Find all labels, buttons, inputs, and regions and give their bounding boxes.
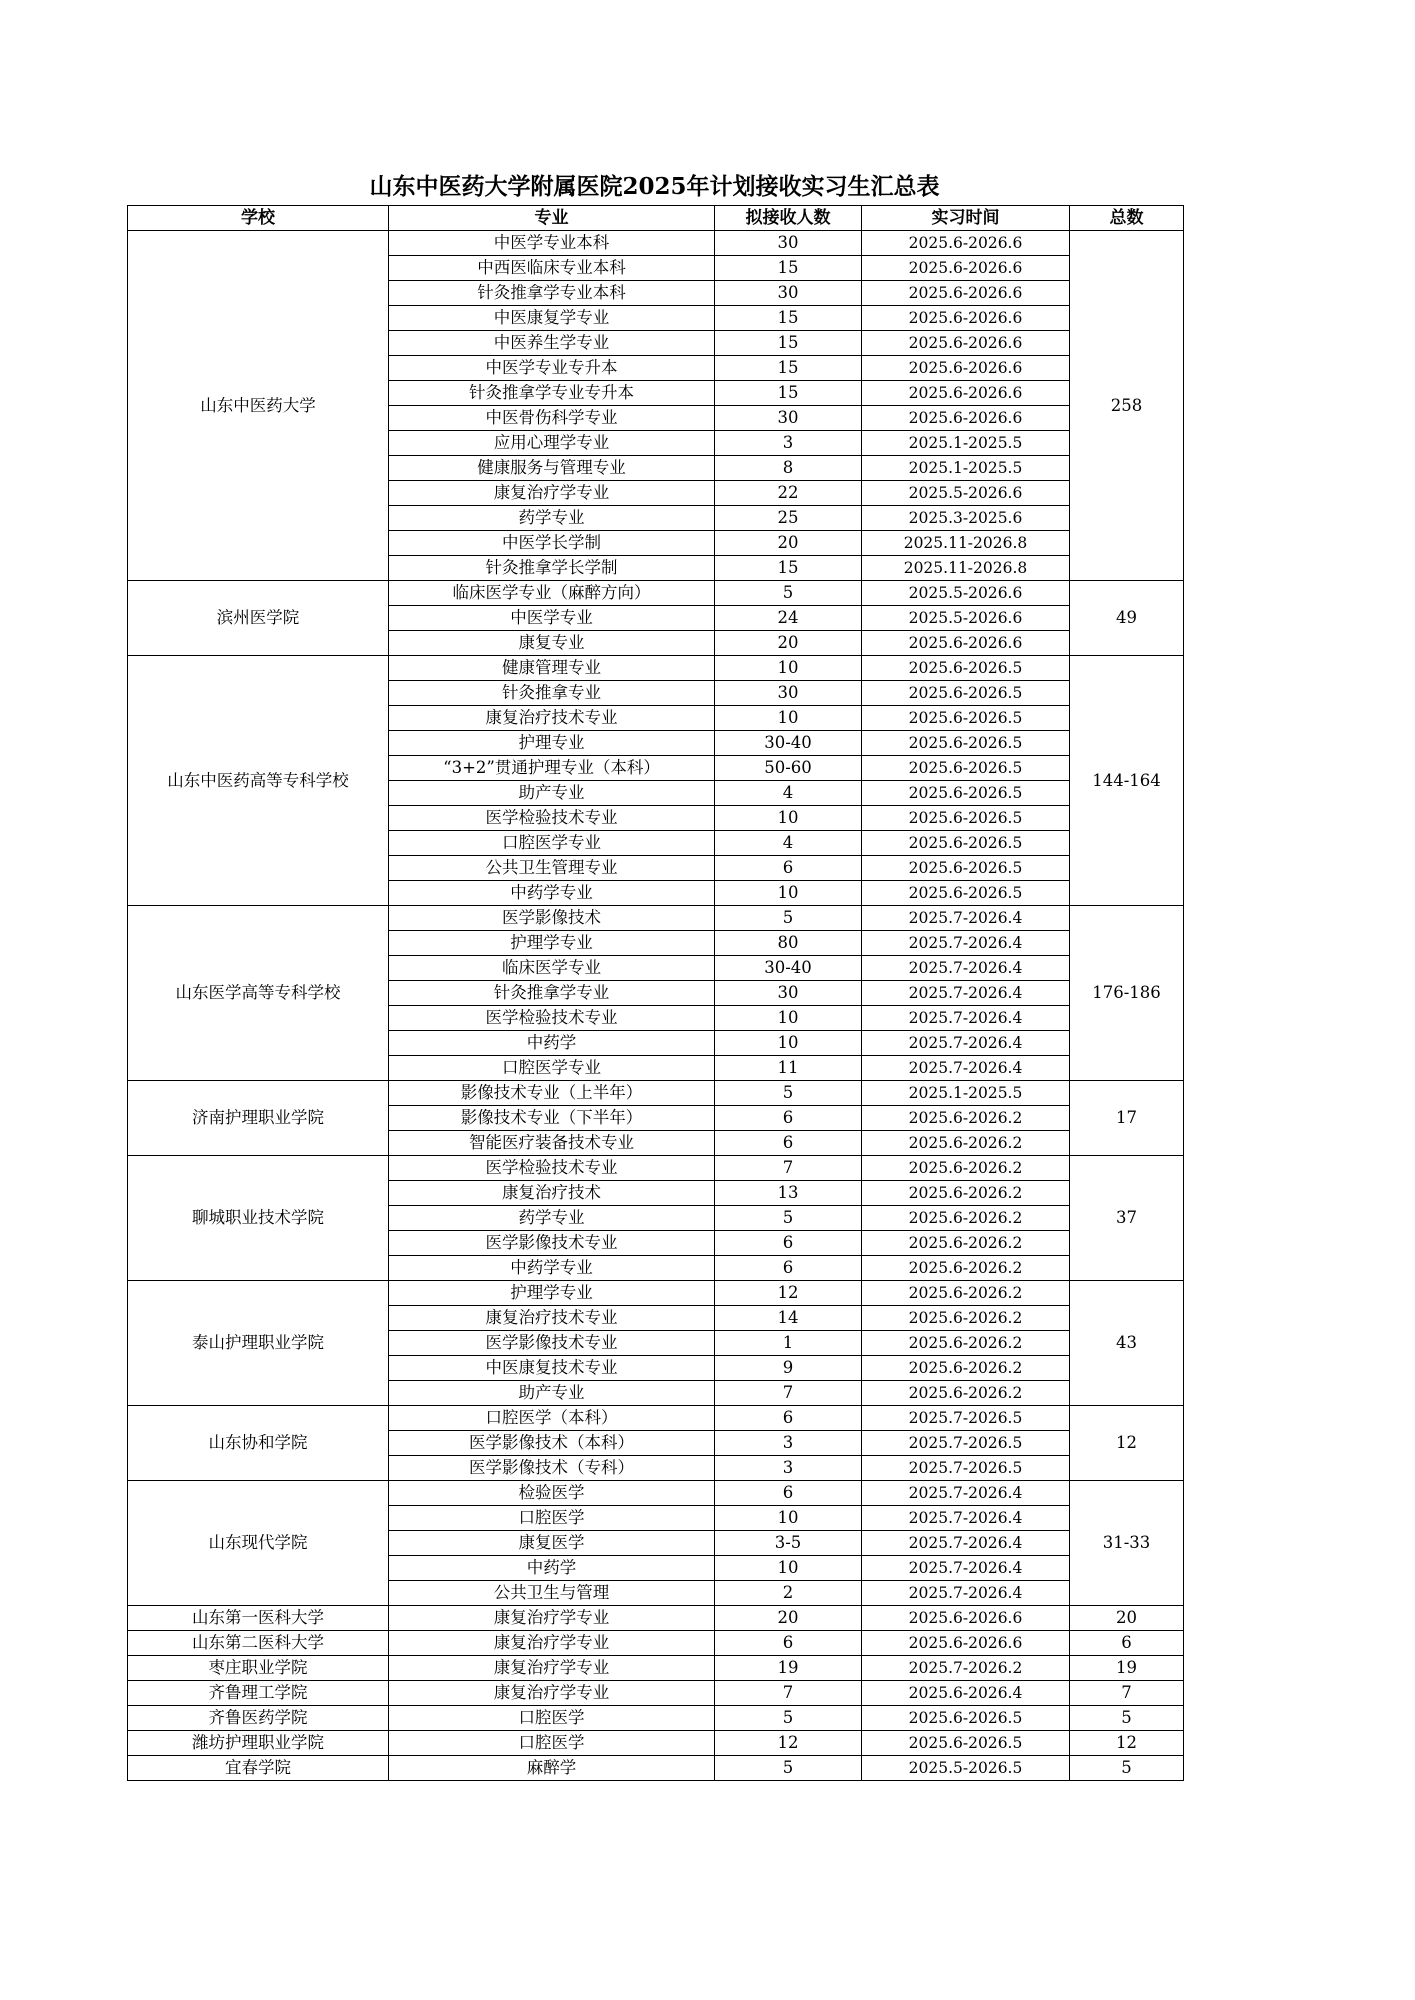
- major-cell: 健康管理专业: [389, 656, 715, 681]
- table-row: [128, 1656, 1184, 1681]
- major-cell: 麻醉学: [389, 1756, 715, 1781]
- planned-count-cell: 5: [715, 1206, 862, 1231]
- internship-period-cell: 2025.5-2026.6: [862, 481, 1070, 506]
- major-cell: 康复治疗学专业: [389, 1631, 715, 1656]
- table-row: [128, 1756, 1184, 1781]
- planned-count-cell: 6: [715, 1256, 862, 1281]
- planned-count-cell: 14: [715, 1306, 862, 1331]
- planned-count-cell: 7: [715, 1156, 862, 1181]
- planned-count-cell: 30: [715, 231, 862, 256]
- internship-period-cell: 2025.6-2026.5: [862, 731, 1070, 756]
- internship-period-cell: 2025.7-2026.4: [862, 1556, 1070, 1581]
- major-cell: 中医学长学制: [389, 531, 715, 556]
- planned-count-cell: 15: [715, 381, 862, 406]
- major-cell: 护理学专业: [389, 1281, 715, 1306]
- table-row: [128, 231, 1184, 256]
- major-cell: 医学检验技术专业: [389, 1156, 715, 1181]
- school-total-cell: 12: [1070, 1406, 1184, 1481]
- planned-count-cell: 11: [715, 1056, 862, 1081]
- planned-count-cell: 2: [715, 1581, 862, 1606]
- major-cell: 针灸推拿学专业: [389, 981, 715, 1006]
- internship-period-cell: 2025.6-2026.6: [862, 406, 1070, 431]
- internship-period-cell: 2025.7-2026.4: [862, 1481, 1070, 1506]
- internship-period-cell: 2025.7-2026.4: [862, 1031, 1070, 1056]
- planned-count-cell: 10: [715, 1031, 862, 1056]
- internship-period-cell: 2025.6-2026.2: [862, 1256, 1070, 1281]
- internship-period-cell: 2025.6-2026.5: [862, 706, 1070, 731]
- major-cell: 中医康复学专业: [389, 306, 715, 331]
- major-cell: 助产专业: [389, 1381, 715, 1406]
- major-cell: 药学专业: [389, 1206, 715, 1231]
- internship-period-cell: 2025.1-2025.5: [862, 431, 1070, 456]
- internship-period-cell: 2025.6-2026.6: [862, 356, 1070, 381]
- internship-period-cell: 2025.7-2026.4: [862, 1531, 1070, 1556]
- planned-count-cell: 6: [715, 1106, 862, 1131]
- internship-period-cell: 2025.7-2026.4: [862, 1581, 1070, 1606]
- school-total-cell: 49: [1070, 581, 1184, 656]
- planned-count-cell: 10: [715, 1506, 862, 1531]
- planned-count-cell: 3: [715, 431, 862, 456]
- internship-period-cell: 2025.6-2026.6: [862, 631, 1070, 656]
- planned-count-cell: 15: [715, 356, 862, 381]
- planned-count-cell: 5: [715, 1706, 862, 1731]
- table-row: [128, 906, 1184, 931]
- major-cell: 针灸推拿专业: [389, 681, 715, 706]
- major-cell: 中医康复技术专业: [389, 1356, 715, 1381]
- planned-count-cell: 22: [715, 481, 862, 506]
- internship-period-cell: 2025.6-2026.5: [862, 806, 1070, 831]
- school-name-cell: 山东协和学院: [128, 1406, 389, 1481]
- header-school: 学校: [128, 206, 389, 231]
- internship-period-cell: 2025.6-2026.2: [862, 1156, 1070, 1181]
- major-cell: 中药学: [389, 1556, 715, 1581]
- major-cell: 口腔医学: [389, 1506, 715, 1531]
- planned-count-cell: 20: [715, 1606, 862, 1631]
- internship-period-cell: 2025.6-2026.6: [862, 231, 1070, 256]
- internship-period-cell: 2025.11-2026.8: [862, 531, 1070, 556]
- table-row: [128, 1406, 1184, 1431]
- planned-count-cell: 6: [715, 1131, 862, 1156]
- school-total-cell: 144-164: [1070, 656, 1184, 906]
- major-cell: 康复治疗学专业: [389, 1606, 715, 1631]
- planned-count-cell: 15: [715, 306, 862, 331]
- school-name-cell: 枣庄职业学院: [128, 1656, 389, 1681]
- school-name-cell: 山东第二医科大学: [128, 1631, 389, 1656]
- intern-plan-table: [127, 205, 1184, 1781]
- internship-period-cell: 2025.6-2026.2: [862, 1356, 1070, 1381]
- planned-count-cell: 15: [715, 256, 862, 281]
- major-cell: 护理专业: [389, 731, 715, 756]
- major-cell: 康复专业: [389, 631, 715, 656]
- planned-count-cell: 30: [715, 681, 862, 706]
- planned-count-cell: 6: [715, 1481, 862, 1506]
- major-cell: 针灸推拿学长学制: [389, 556, 715, 581]
- header-major: 专业: [389, 206, 715, 231]
- major-cell: 康复治疗技术专业: [389, 1306, 715, 1331]
- planned-count-cell: 10: [715, 1006, 862, 1031]
- major-cell: 检验医学: [389, 1481, 715, 1506]
- planned-count-cell: 5: [715, 1756, 862, 1781]
- school-total-cell: 43: [1070, 1281, 1184, 1406]
- school-name-cell: 宜春学院: [128, 1756, 389, 1781]
- school-name-cell: 山东现代学院: [128, 1481, 389, 1606]
- planned-count-cell: 30: [715, 406, 862, 431]
- school-name-cell: 齐鲁医药学院: [128, 1706, 389, 1731]
- internship-period-cell: 2025.7-2026.4: [862, 981, 1070, 1006]
- major-cell: 医学影像技术专业: [389, 1231, 715, 1256]
- internship-period-cell: 2025.6-2026.6: [862, 306, 1070, 331]
- major-cell: 影像技术专业（上半年）: [389, 1081, 715, 1106]
- table-row: [128, 1481, 1184, 1506]
- internship-period-cell: 2025.6-2026.5: [862, 656, 1070, 681]
- table-row: [128, 1081, 1184, 1106]
- internship-period-cell: 2025.6-2026.5: [862, 1706, 1070, 1731]
- planned-count-cell: 30: [715, 981, 862, 1006]
- internship-period-cell: 2025.6-2026.6: [862, 331, 1070, 356]
- internship-period-cell: 2025.5-2026.5: [862, 1756, 1070, 1781]
- major-cell: 医学影像技术专业: [389, 1331, 715, 1356]
- table-body: [128, 231, 1184, 1781]
- internship-period-cell: 2025.6-2026.5: [862, 881, 1070, 906]
- major-cell: “3+2”贯通护理专业（本科）: [389, 756, 715, 781]
- internship-period-cell: 2025.6-2026.2: [862, 1106, 1070, 1131]
- school-total-cell: 258: [1070, 231, 1184, 581]
- major-cell: 医学影像技术（本科）: [389, 1431, 715, 1456]
- school-name-cell: 泰山护理职业学院: [128, 1281, 389, 1406]
- major-cell: 中医骨伤科学专业: [389, 406, 715, 431]
- school-name-cell: 滨州医学院: [128, 581, 389, 656]
- internship-period-cell: 2025.7-2026.2: [862, 1656, 1070, 1681]
- table-row: [128, 1731, 1184, 1756]
- planned-count-cell: 12: [715, 1731, 862, 1756]
- school-total-cell: 19: [1070, 1656, 1184, 1681]
- major-cell: 临床医学专业: [389, 956, 715, 981]
- internship-period-cell: 2025.6-2026.6: [862, 256, 1070, 281]
- internship-period-cell: 2025.6-2026.2: [862, 1281, 1070, 1306]
- school-total-cell: 17: [1070, 1081, 1184, 1156]
- major-cell: 医学检验技术专业: [389, 806, 715, 831]
- internship-period-cell: 2025.7-2026.4: [862, 1006, 1070, 1031]
- internship-period-cell: 2025.6-2026.5: [862, 681, 1070, 706]
- major-cell: 中西医临床专业本科: [389, 256, 715, 281]
- table-row: [128, 1156, 1184, 1181]
- school-name-cell: 聊城职业技术学院: [128, 1156, 389, 1281]
- school-name-cell: 山东中医药高等专科学校: [128, 656, 389, 906]
- planned-count-cell: 15: [715, 556, 862, 581]
- internship-period-cell: 2025.6-2026.6: [862, 1631, 1070, 1656]
- document-title: 山东中医药大学附属医院2025年计划接收实习生汇总表: [369, 173, 940, 200]
- major-cell: 中医学专业本科: [389, 231, 715, 256]
- planned-count-cell: 15: [715, 331, 862, 356]
- planned-count-cell: 6: [715, 856, 862, 881]
- planned-count-cell: 80: [715, 931, 862, 956]
- internship-period-cell: 2025.6-2026.6: [862, 281, 1070, 306]
- internship-period-cell: 2025.6-2026.2: [862, 1306, 1070, 1331]
- major-cell: 针灸推拿学专业本科: [389, 281, 715, 306]
- planned-count-cell: 30-40: [715, 731, 862, 756]
- internship-period-cell: 2025.7-2026.5: [862, 1406, 1070, 1431]
- table-row: [128, 1706, 1184, 1731]
- planned-count-cell: 5: [715, 906, 862, 931]
- planned-count-cell: 7: [715, 1681, 862, 1706]
- planned-count-cell: 4: [715, 831, 862, 856]
- major-cell: 中药学专业: [389, 881, 715, 906]
- header-planned-count: 拟接收人数: [715, 206, 862, 231]
- major-cell: 康复治疗技术专业: [389, 706, 715, 731]
- major-cell: 医学影像技术（专科）: [389, 1456, 715, 1481]
- header-total: 总数: [1070, 206, 1184, 231]
- internship-period-cell: 2025.5-2026.6: [862, 581, 1070, 606]
- school-total-cell: 12: [1070, 1731, 1184, 1756]
- major-cell: 康复治疗学专业: [389, 1656, 715, 1681]
- planned-count-cell: 9: [715, 1356, 862, 1381]
- major-cell: 助产专业: [389, 781, 715, 806]
- school-total-cell: 6: [1070, 1631, 1184, 1656]
- school-name-cell: 齐鲁理工学院: [128, 1681, 389, 1706]
- major-cell: 医学检验技术专业: [389, 1006, 715, 1031]
- internship-period-cell: 2025.7-2026.4: [862, 931, 1070, 956]
- planned-count-cell: 5: [715, 581, 862, 606]
- planned-count-cell: 10: [715, 656, 862, 681]
- major-cell: 中药学专业: [389, 1256, 715, 1281]
- school-name-cell: 济南护理职业学院: [128, 1081, 389, 1156]
- internship-period-cell: 2025.6-2026.2: [862, 1181, 1070, 1206]
- planned-count-cell: 24: [715, 606, 862, 631]
- planned-count-cell: 10: [715, 706, 862, 731]
- internship-period-cell: 2025.6-2026.2: [862, 1331, 1070, 1356]
- internship-period-cell: 2025.6-2026.2: [862, 1206, 1070, 1231]
- internship-period-cell: 2025.6-2026.2: [862, 1231, 1070, 1256]
- major-cell: 康复治疗学专业: [389, 481, 715, 506]
- school-total-cell: 20: [1070, 1606, 1184, 1631]
- planned-count-cell: 7: [715, 1381, 862, 1406]
- planned-count-cell: 4: [715, 781, 862, 806]
- major-cell: 公共卫生管理专业: [389, 856, 715, 881]
- table-row: [128, 1681, 1184, 1706]
- major-cell: 中医学专业专升本: [389, 356, 715, 381]
- planned-count-cell: 30-40: [715, 956, 862, 981]
- planned-count-cell: 10: [715, 806, 862, 831]
- major-cell: 康复治疗学专业: [389, 1681, 715, 1706]
- planned-count-cell: 20: [715, 631, 862, 656]
- internship-period-cell: 2025.3-2025.6: [862, 506, 1070, 531]
- major-cell: 口腔医学专业: [389, 831, 715, 856]
- school-name-cell: 山东第一医科大学: [128, 1606, 389, 1631]
- planned-count-cell: 6: [715, 1231, 862, 1256]
- planned-count-cell: 8: [715, 456, 862, 481]
- internship-period-cell: 2025.7-2026.4: [862, 906, 1070, 931]
- major-cell: 医学影像技术: [389, 906, 715, 931]
- internship-period-cell: 2025.7-2026.4: [862, 956, 1070, 981]
- internship-period-cell: 2025.6-2026.6: [862, 1606, 1070, 1631]
- internship-period-cell: 2025.1-2025.5: [862, 1081, 1070, 1106]
- school-total-cell: 37: [1070, 1156, 1184, 1281]
- table-row: [128, 656, 1184, 681]
- internship-period-cell: 2025.6-2026.2: [862, 1131, 1070, 1156]
- planned-count-cell: 20: [715, 531, 862, 556]
- planned-count-cell: 13: [715, 1181, 862, 1206]
- school-total-cell: 5: [1070, 1706, 1184, 1731]
- school-name-cell: 山东中医药大学: [128, 231, 389, 581]
- internship-period-cell: 2025.6-2026.6: [862, 381, 1070, 406]
- major-cell: 影像技术专业（下半年）: [389, 1106, 715, 1131]
- planned-count-cell: 6: [715, 1406, 862, 1431]
- major-cell: 中医养生学专业: [389, 331, 715, 356]
- major-cell: 口腔医学: [389, 1706, 715, 1731]
- major-cell: 康复医学: [389, 1531, 715, 1556]
- major-cell: 公共卫生与管理: [389, 1581, 715, 1606]
- major-cell: 应用心理学专业: [389, 431, 715, 456]
- major-cell: 护理学专业: [389, 931, 715, 956]
- major-cell: 口腔医学: [389, 1731, 715, 1756]
- planned-count-cell: 3: [715, 1431, 862, 1456]
- school-total-cell: 5: [1070, 1756, 1184, 1781]
- planned-count-cell: 30: [715, 281, 862, 306]
- major-cell: 康复治疗技术: [389, 1181, 715, 1206]
- table-row: [128, 1631, 1184, 1656]
- planned-count-cell: 10: [715, 881, 862, 906]
- internship-period-cell: 2025.5-2026.6: [862, 606, 1070, 631]
- major-cell: 智能医疗装备技术专业: [389, 1131, 715, 1156]
- planned-count-cell: 3: [715, 1456, 862, 1481]
- internship-period-cell: 2025.6-2026.5: [862, 856, 1070, 881]
- planned-count-cell: 19: [715, 1656, 862, 1681]
- school-total-cell: 31-33: [1070, 1481, 1184, 1606]
- internship-period-cell: 2025.7-2026.5: [862, 1456, 1070, 1481]
- planned-count-cell: 5: [715, 1081, 862, 1106]
- internship-period-cell: 2025.1-2025.5: [862, 456, 1070, 481]
- planned-count-cell: 10: [715, 1556, 862, 1581]
- school-total-cell: 176-186: [1070, 906, 1184, 1081]
- major-cell: 口腔医学（本科）: [389, 1406, 715, 1431]
- major-cell: 药学专业: [389, 506, 715, 531]
- planned-count-cell: 50-60: [715, 756, 862, 781]
- planned-count-cell: 6: [715, 1631, 862, 1656]
- major-cell: 中医学专业: [389, 606, 715, 631]
- major-cell: 健康服务与管理专业: [389, 456, 715, 481]
- internship-period-cell: 2025.6-2026.4: [862, 1681, 1070, 1706]
- major-cell: 针灸推拿学专业专升本: [389, 381, 715, 406]
- internship-period-cell: 2025.7-2026.5: [862, 1431, 1070, 1456]
- major-cell: 中药学: [389, 1031, 715, 1056]
- planned-count-cell: 1: [715, 1331, 862, 1356]
- internship-period-cell: 2025.6-2026.2: [862, 1381, 1070, 1406]
- school-total-cell: 7: [1070, 1681, 1184, 1706]
- table-row: [128, 1281, 1184, 1306]
- internship-period-cell: 2025.7-2026.4: [862, 1506, 1070, 1531]
- major-cell: 临床医学专业（麻醉方向）: [389, 581, 715, 606]
- header-row: [128, 206, 1184, 231]
- internship-period-cell: 2025.6-2026.5: [862, 831, 1070, 856]
- school-name-cell: 潍坊护理职业学院: [128, 1731, 389, 1756]
- header-internship-period: 实习时间: [862, 206, 1070, 231]
- internship-period-cell: 2025.6-2026.5: [862, 1731, 1070, 1756]
- planned-count-cell: 12: [715, 1281, 862, 1306]
- major-cell: 口腔医学专业: [389, 1056, 715, 1081]
- internship-period-cell: 2025.6-2026.5: [862, 756, 1070, 781]
- planned-count-cell: 3-5: [715, 1531, 862, 1556]
- school-name-cell: 山东医学高等专科学校: [128, 906, 389, 1081]
- internship-period-cell: 2025.7-2026.4: [862, 1056, 1070, 1081]
- internship-period-cell: 2025.11-2026.8: [862, 556, 1070, 581]
- internship-period-cell: 2025.6-2026.5: [862, 781, 1070, 806]
- table-row: [128, 581, 1184, 606]
- table-row: [128, 1606, 1184, 1631]
- planned-count-cell: 25: [715, 506, 862, 531]
